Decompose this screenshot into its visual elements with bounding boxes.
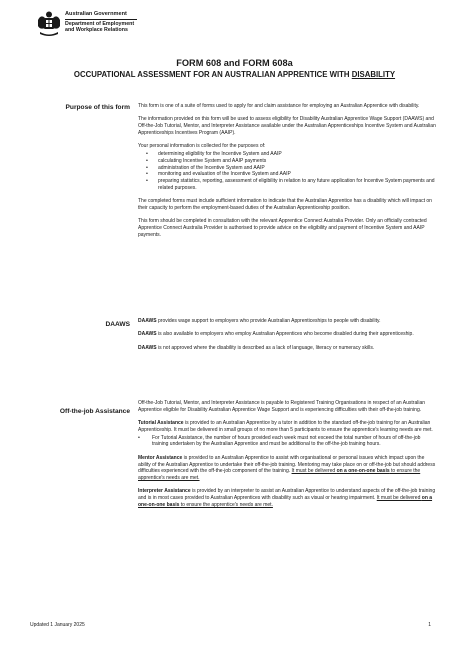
department-line-2: and Workplace Relations [65, 27, 128, 34]
updated-date: Updated 1 January 2025 [30, 622, 85, 628]
purpose-bullet-list [138, 151, 436, 192]
list-item: • determining eligibility for the Incentive System and AAIP [158, 151, 436, 158]
page-number: 1 [428, 622, 431, 628]
daaws-paragraph-2 [138, 331, 436, 338]
mentor-term: Mentor Assistance [138, 454, 183, 461]
purpose-paragraph-1: This form is one of a suite of forms used to apply for and claim assistance for employing an Australian Apprentice with disability. [138, 103, 420, 109]
daaws-term: DAAWS [138, 318, 157, 324]
subtitle-main: OCCUPATIONAL ASSESSMENT FOR AN AUSTRALIAN APPRENTICE WITH [73, 70, 352, 79]
government-header [36, 8, 196, 46]
interpreter-assistance-paragraph [138, 488, 436, 508]
list-item: • For Tutorial Assistance, the number of hours provided each week must not exceed the total number of hours of off-the-job training undertaken by the Australian Apprentice and must be additional to the off-the-job training hours. [152, 435, 436, 449]
purpose-section-body [138, 103, 436, 245]
tutorial-term: Tutorial Assistance [138, 420, 184, 427]
list-item: • monitoring and evaluation of the Incentive System and AAIP [158, 171, 436, 178]
interpreter-requirement-bold: on a one-on-one basis [138, 495, 433, 509]
list-item: • calculating Incentive System and AAIP payments [158, 158, 436, 165]
purpose-section-label: Purpose of this form [65, 104, 130, 111]
daaws-text: is also available to employers who employ Australian Apprentices who become disabled during their apprenticeship. [156, 331, 414, 338]
daaws-paragraph-3 [138, 345, 436, 352]
purpose-paragraph-4: The completed forms must include sufficient information to indicate that the Australian Apprentice has a disability which will impact on their capacity to perform the employment-based duties of the Australian Apprenticeship position. [138, 198, 432, 212]
daaws-text: is not approved where the disability is described as a lack of language, literacy or numeracy skills. [156, 344, 375, 351]
interpreter-text: is provided by an interpreter to assist an Australian Apprentice to understand aspects of the off-the-job training and is in most cases provided to Australian Apprentices with disability such as visual or hearing impairment. [138, 488, 436, 502]
mentor-text: is provided to an Australian Apprentice to assist with organisational or personal issues which impact upon the ability of the Australian Apprentice to undertake their off-the-job training. Mentoring may take place on or off-the-job but should address difficulties experienced with the off-the-job component of the training. [138, 454, 436, 475]
mentor-requirement-bold: on a one-on-one basis [336, 468, 390, 475]
interpreter-requirement-b: to ensure the apprentice's needs are met. [179, 502, 273, 509]
department-line-1: Department of Employment [65, 20, 135, 27]
daaws-text: provides wage support to employers who provide Australian Apprenticeships to people with disability. [156, 318, 381, 324]
tutorial-text: is provided to an Australian Apprentice by a tutor in addition to the standard off-the-job training for an Australian Apprenticeship. It must be delivered in small groups of no more than 5 participants to ensure the apprentice's learning needs are met. [138, 420, 433, 433]
header-divider [65, 19, 137, 20]
daaws-section-label: DAAWS [105, 321, 130, 328]
daaws-term: DAAWS [138, 331, 157, 338]
coat-of-arms-icon [36, 10, 62, 38]
mentor-assistance-paragraph [138, 455, 436, 482]
government-line: Australian Government [65, 11, 127, 17]
daaws-section-body [138, 318, 436, 358]
interpreter-requirement-a: It must be delivered [376, 495, 422, 502]
subtitle-underlined: DISABILITY [351, 70, 396, 79]
tutorial-bullet-list [138, 435, 436, 449]
daaws-paragraph-1 [138, 318, 436, 325]
purpose-paragraph-5: This form should be completed in consultation with the relevant Apprentice Connect Australia Provider. Only an officially contracted Apprentice Connect Australia Provider is authorised to provide advice on the eligibility and payment of Incentive System and AAIP payments. [138, 218, 427, 238]
daaws-term: DAAWS [138, 344, 157, 351]
offjob-section-label: Off-the-job Assistance [59, 408, 130, 415]
department-name [65, 11, 137, 34]
mentor-requirement-a: It must be delivered [291, 468, 337, 475]
offjob-section-body [138, 400, 436, 515]
purpose-paragraph-3: Your personal information is collected for the purposes of: [138, 143, 266, 150]
tutorial-assistance-paragraph [138, 420, 436, 434]
form-subtitle [0, 70, 469, 79]
list-item: • administration of the Incentive System and AAIP [158, 165, 436, 172]
purpose-paragraph-2: The information provided on this form will be used to assess eligibility for Disability Australian Apprentice Wage Support (DAAWS) and Off-the-Job Tutorial, Mentor, and Interpreter Assistance available under the Australian Apprenticeships Incentive System and Australian Apprenticeships Incentives Program (AAIP). [138, 116, 436, 136]
offjob-paragraph-1: Off-the-Job Tutorial, Mentor, and Interpreter Assistance is payable to Registered Training Organisations in respect of an Australian Apprentice eligible for Disability Australian Apprentice Wage Support and is experiencing difficulties with their off-the-job training. [138, 400, 426, 413]
form-title: FORM 608 and FORM 608a [176, 58, 293, 68]
interpreter-term: Interpreter Assistance [138, 488, 191, 495]
list-item: • preparing statistics, reporting, assessment of eligibility in relation to any future application for Incentive System payments and related purposes. [158, 178, 436, 192]
mentor-requirement-b: to ensure the apprentice's needs are met. [138, 468, 421, 482]
